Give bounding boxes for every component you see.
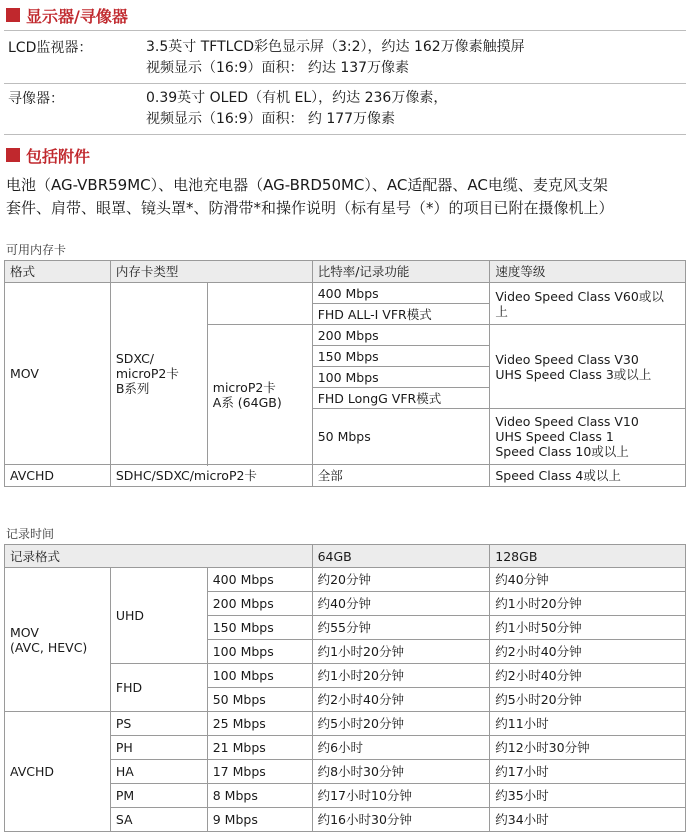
speed3-line2: UHS Speed Class 1 xyxy=(495,429,614,444)
rate-cell: 150 Mbps xyxy=(207,616,312,640)
time-64gb-cell: 约5小时20分钟 xyxy=(312,712,490,736)
rate-cell: 100 Mbps xyxy=(207,640,312,664)
table-header-row xyxy=(5,545,686,568)
time-64gb-cell: 约17小时10分钟 xyxy=(312,784,490,808)
accessories-line2: 套件、肩带、眼罩、镜头罩*、防滑带*和操作说明（标有星号（*）的项目已附在摄像机上） xyxy=(6,199,614,217)
time-128gb-cell: 约2小时40分钟 xyxy=(490,640,686,664)
time-128gb-cell: 约17小时 xyxy=(490,760,686,784)
accessories-text xyxy=(6,174,686,220)
time-128gb-cell: 约40分钟 xyxy=(490,568,686,592)
speed3-line3: Speed Class 10或以上 xyxy=(495,444,629,459)
rec-time-caption: 记录时间 xyxy=(6,527,55,541)
mov-format-cell: MOV xyxy=(5,283,111,465)
table-row xyxy=(5,712,686,736)
header-rec-format: 记录格式 xyxy=(5,545,313,568)
mode-cell: SA xyxy=(110,808,207,832)
time-128gb-cell: 约1小时20分钟 xyxy=(490,592,686,616)
display-section-title: 显示器/寻像器 xyxy=(26,6,128,26)
rate-cell: 25 Mbps xyxy=(207,712,312,736)
sdxc-card-cell xyxy=(110,283,207,465)
avchd-format-cell: AVCHD xyxy=(5,465,111,487)
rate-cell: 50 Mbps xyxy=(207,688,312,712)
lcd-line1: 3.5英寸 TFTLCD彩色显示屏（3:2），约达 162万像素触摸屏 xyxy=(146,39,525,55)
recording-time-table xyxy=(4,544,686,832)
rate-cell: FHD LongG VFR模式 xyxy=(312,388,490,409)
rate-cell: 200 Mbps xyxy=(312,325,490,346)
cards-caption: 可用内存卡 xyxy=(6,243,67,257)
memory-card-table xyxy=(4,260,686,487)
mode-cell: PS xyxy=(110,712,207,736)
rate-cell: 400 Mbps xyxy=(207,568,312,592)
speed-class-cell xyxy=(490,409,686,465)
accessories-section-title: 包括附件 xyxy=(26,146,91,166)
avchd-card-cell: SDHC/SDXC/microP2卡 xyxy=(110,465,312,487)
empty-cell xyxy=(207,283,312,325)
header-64gb: 64GB xyxy=(312,545,490,568)
rate-cell: 400 Mbps xyxy=(312,283,490,304)
divider xyxy=(4,83,686,84)
speed3-line1: Video Speed Class V10 xyxy=(495,414,639,429)
time-64gb-cell: 约1小时20分钟 xyxy=(312,640,490,664)
speed1-line1: Video Speed Class V60或以 xyxy=(495,288,664,304)
display-section-heading xyxy=(6,4,128,26)
header-format: 格式 xyxy=(5,261,111,283)
uhd-cell: UHD xyxy=(110,568,207,664)
viewfinder-line2: 视频显示（16:9）面积： 约 177万像素 xyxy=(146,111,396,127)
accessories-section-heading xyxy=(6,144,90,166)
time-64gb-cell: 约55分钟 xyxy=(312,616,490,640)
sdxc-line1: SDXC/ xyxy=(115,351,155,366)
sdxc-line3: B系列 xyxy=(115,381,150,396)
p2a-line1: microP2卡 xyxy=(212,379,276,395)
mov-line1: MOV xyxy=(10,624,39,640)
header-128gb: 128GB xyxy=(490,545,686,568)
time-64gb-cell: 约6小时 xyxy=(312,736,490,760)
section-marker-icon xyxy=(6,148,20,162)
mov-format-cell xyxy=(5,568,111,712)
rate-cell: 100 Mbps xyxy=(312,367,490,388)
lcd-line2: 视频显示（16:9）面积： 约达 137万像素 xyxy=(146,60,410,76)
rate-cell: FHD ALL-I VFR模式 xyxy=(312,304,490,325)
speed2-line1: Video Speed Class V30 xyxy=(495,351,639,367)
mode-cell: HA xyxy=(110,760,207,784)
accessories-line1: 电池（AG-VBR59MC）、电池充电器（AG-BRD50MC）、AC适配器、AC电缆、麦克风支架 xyxy=(6,176,608,194)
avchd-rate-cell: 全部 xyxy=(312,465,490,487)
divider xyxy=(4,30,686,31)
rate-cell: 150 Mbps xyxy=(312,346,490,367)
viewfinder-label: 寻像器： xyxy=(8,91,64,107)
mode-cell: PM xyxy=(110,784,207,808)
rate-cell: 50 Mbps xyxy=(312,409,490,465)
time-128gb-cell: 约12小时30分钟 xyxy=(490,736,686,760)
speed2-line2: UHS Speed Class 3或以上 xyxy=(495,366,652,382)
section-marker-icon xyxy=(6,8,20,22)
avchd-speed-cell: Speed Class 4或以上 xyxy=(490,465,686,487)
header-card-type: 内存卡类型 xyxy=(110,261,312,283)
time-128gb-cell: 约35小时 xyxy=(490,784,686,808)
divider xyxy=(4,134,686,135)
time-64gb-cell: 约8小时30分钟 xyxy=(312,760,490,784)
p2a-card-cell xyxy=(207,325,312,465)
speed1-line2: 上 xyxy=(495,303,508,319)
lcd-label: LCD监视器： xyxy=(8,40,93,56)
avchd-format-cell: AVCHD xyxy=(5,712,111,832)
time-128gb-cell: 约34小时 xyxy=(490,808,686,832)
rate-cell: 9 Mbps xyxy=(207,808,312,832)
speed-class-cell xyxy=(490,325,686,409)
time-128gb-cell: 约11小时 xyxy=(490,712,686,736)
time-64gb-cell: 约1小时20分钟 xyxy=(312,664,490,688)
rate-cell: 200 Mbps xyxy=(207,592,312,616)
rate-cell: 100 Mbps xyxy=(207,664,312,688)
table-row xyxy=(5,283,686,304)
header-bitrate: 比特率/记录功能 xyxy=(312,261,490,283)
time-128gb-cell: 约2小时40分钟 xyxy=(490,664,686,688)
fhd-cell: FHD xyxy=(110,664,207,712)
time-64gb-cell: 约16小时30分钟 xyxy=(312,808,490,832)
rate-cell: 8 Mbps xyxy=(207,784,312,808)
viewfinder-line1: 0.39英寸 OLED（有机 EL），约达 236万像素， xyxy=(146,90,448,106)
rate-cell: 17 Mbps xyxy=(207,760,312,784)
time-128gb-cell: 约5小时20分钟 xyxy=(490,688,686,712)
table-header-row xyxy=(5,261,686,283)
table-row xyxy=(5,568,686,592)
time-128gb-cell: 约1小时50分钟 xyxy=(490,616,686,640)
time-64gb-cell: 约20分钟 xyxy=(312,568,490,592)
mov-line2: (AVC, HEVC) xyxy=(10,639,88,655)
speed-class-cell xyxy=(490,283,686,325)
p2a-line2: A系 (64GB) xyxy=(212,394,282,410)
mode-cell: PH xyxy=(110,736,207,760)
rate-cell: 21 Mbps xyxy=(207,736,312,760)
lcd-value xyxy=(146,37,525,79)
time-64gb-cell: 约40分钟 xyxy=(312,592,490,616)
viewfinder-value xyxy=(146,88,447,130)
header-speed: 速度等级 xyxy=(490,261,686,283)
table-row xyxy=(5,465,686,487)
sdxc-line2: microP2卡 xyxy=(115,366,179,381)
time-64gb-cell: 约2小时40分钟 xyxy=(312,688,490,712)
